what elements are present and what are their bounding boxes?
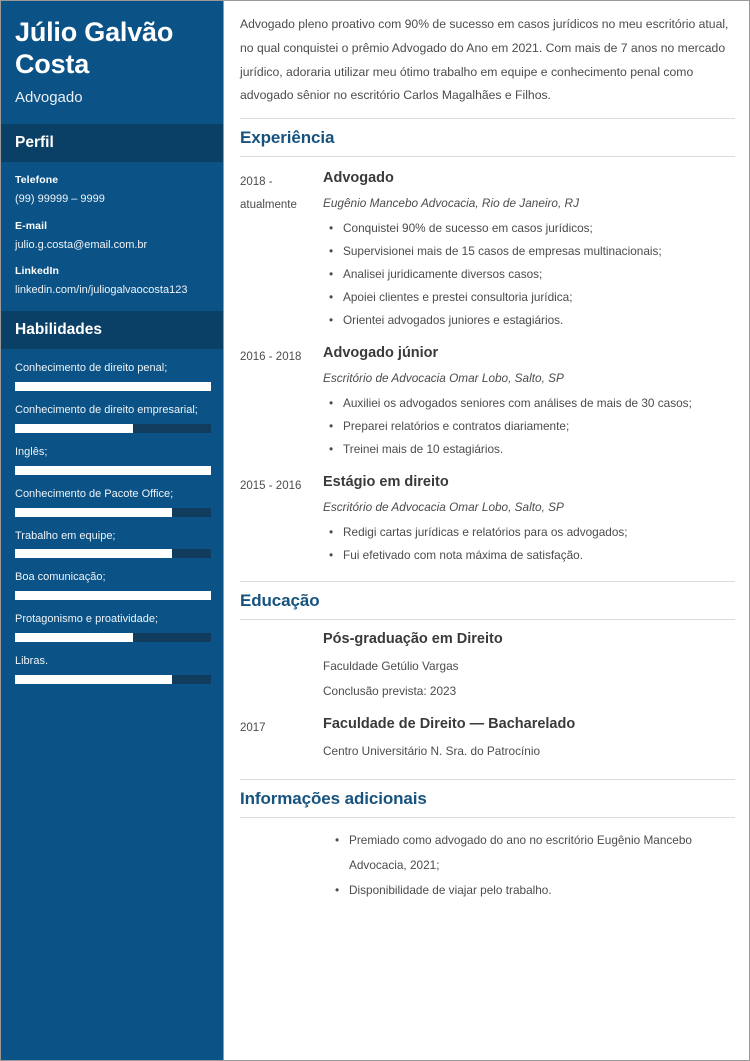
skill-item <box>15 611 209 642</box>
entry-title: Pós-graduação em Direito <box>323 631 503 648</box>
professional-summary: Advogado pleno proativo com 90% de sucesso em casos jurídicos no meu escritório atual, no qual conquistei o prêmio Advogado do Ano em 2021. Com mais de 7 anos no mercado jurídico, adoraria utilizar meu ótimo trabalho em equipe e conhecimento penal como advogado sênior no escritório Carlos Magalhães e Filhos. <box>240 17 729 103</box>
section-title: Informações adicionais <box>240 789 427 809</box>
experience-entry <box>240 461 735 567</box>
additional-info-list <box>240 818 735 902</box>
section-title: Educação <box>240 591 320 611</box>
contact-phone <box>15 174 209 207</box>
bullet-item: • Analisei juridicamente diversos casos; <box>329 263 735 286</box>
entry-bullets <box>323 392 735 461</box>
bullet-item: • Disponibilidade de viajar pelo trabalho. <box>335 878 735 903</box>
contact-phone-label: Telefone <box>15 173 59 186</box>
skill-label: Conhecimento de direito empresarial; <box>15 404 198 417</box>
bullet-item: • Treinei mais de 10 estagiários. <box>329 438 735 461</box>
skill-bar-track <box>15 549 211 558</box>
contact-phone-value[interactable]: (99) 99999 – 9999 <box>15 192 105 205</box>
entry-bullets <box>323 521 735 567</box>
skill-label: Boa comunicação; <box>15 571 106 584</box>
entry-organization: Eugênio Mancebo Advocacia, Rio de Janeiro, RJ <box>323 196 579 211</box>
entry-institution: Faculdade Getúlio Vargas <box>323 659 459 674</box>
skill-bar-fill <box>15 424 133 433</box>
contact-linkedin-label: LinkedIn <box>15 265 59 278</box>
skill-bar-fill <box>15 591 211 600</box>
skill-label: Conhecimento de direito penal; <box>15 362 168 375</box>
skill-bar-track <box>15 591 211 600</box>
skill-bar-track <box>15 466 211 475</box>
section-header-experience <box>240 118 735 157</box>
entry-body <box>323 630 735 705</box>
skill-label: Inglês; <box>15 445 48 458</box>
section-title: Experiência <box>240 128 335 148</box>
entry-bullets <box>329 828 735 902</box>
skill-label: Protagonismo e proatividade; <box>15 613 159 626</box>
education-entry <box>240 620 735 705</box>
entry-institution: Centro Universitário N. Sra. do Patrocínio <box>323 744 541 759</box>
experience-entry <box>240 157 735 332</box>
bullet-item: • Redigi cartas jurídicas e relatórios para os advogados; <box>329 521 735 544</box>
candidate-role: Advogado <box>15 88 83 106</box>
skills-list <box>1 349 223 684</box>
skill-bar-fill <box>15 633 133 642</box>
contact-list <box>1 162 223 299</box>
entry-body <box>323 715 735 765</box>
skill-label: Trabalho em equipe; <box>15 529 116 542</box>
skill-item <box>15 360 209 391</box>
bullet-item: • Premiado como advogado do ano no escritório Eugênio Mancebo Advocacia, 2021; <box>335 828 735 878</box>
entry-bullets <box>323 217 735 332</box>
skill-bar-track <box>15 382 211 391</box>
entry-dates: 2016 - 2018 <box>240 351 302 364</box>
skill-label: Conhecimento de Pacote Office; <box>15 487 174 500</box>
bullet-item: • Apoiei clientes e prestei consultoria jurídica; <box>329 286 735 309</box>
contact-linkedin <box>15 265 209 298</box>
skill-bar-track <box>15 508 211 517</box>
spacer <box>240 567 735 581</box>
skill-item <box>15 402 209 433</box>
skill-item <box>15 444 209 475</box>
bullet-item: • Supervisionei mais de 15 casos de empresas multinacionais; <box>329 240 735 263</box>
bullet-item: • Conquistei 90% de sucesso em casos jurídicos; <box>329 217 735 240</box>
entry-organization: Escritório de Advocacia Omar Lobo, Salto, SP <box>323 371 564 386</box>
sidebar-section-skills-heading: Habilidades <box>1 311 223 349</box>
entry-dates: 2015 - 2016 <box>240 480 302 493</box>
sidebar <box>1 1 224 1060</box>
candidate-name: Júlio Galvão Costa <box>15 17 174 79</box>
entry-title: Estágio em direito <box>323 474 449 491</box>
entry-body <box>323 473 735 567</box>
entry-completion: Conclusão prevista: 2023 <box>323 684 457 699</box>
bullet-item: • Orientei advogados juniores e estagiários. <box>329 309 735 332</box>
identity-block <box>1 1 223 124</box>
entry-dates: 2018 - atualmente <box>240 176 297 211</box>
contact-email-label: E-mail <box>15 219 48 232</box>
entry-organization: Escritório de Advocacia Omar Lobo, Salto, SP <box>323 500 564 515</box>
spacer <box>240 765 735 779</box>
experience-entry <box>240 332 735 461</box>
contact-email-value[interactable]: julio.g.costa@email.com.br <box>15 238 148 251</box>
section-header-additional <box>240 779 735 818</box>
entry-title: Advogado júnior <box>323 345 439 362</box>
skill-item <box>15 569 209 600</box>
skill-bar-fill <box>15 675 172 684</box>
contact-email <box>15 220 209 253</box>
bullet-item: • Fui efetivado com nota máxima de satisfação. <box>329 544 735 567</box>
entry-title: Faculdade de Direito — Bacharelado <box>323 716 576 733</box>
skill-bar-track <box>15 675 211 684</box>
entry-dates: 2017 <box>240 722 266 735</box>
contact-linkedin-value[interactable]: linkedin.com/in/juliogalvaocosta123 <box>15 284 188 297</box>
skill-bar-track <box>15 424 211 433</box>
skill-bar-fill <box>15 549 172 558</box>
entry-title: Advogado <box>323 170 394 187</box>
bullet-item: • Auxiliei os advogados seniores com análises de mais de 30 casos; <box>329 392 735 415</box>
skill-item <box>15 486 209 517</box>
sidebar-section-profile-heading: Perfil <box>1 124 223 162</box>
skill-item <box>15 528 209 559</box>
skill-bar-fill <box>15 466 211 475</box>
skill-item <box>15 653 209 684</box>
skill-bar-track <box>15 633 211 642</box>
entry-body <box>323 344 735 461</box>
skill-bar-fill <box>15 382 211 391</box>
main-content <box>224 1 749 1060</box>
section-header-education <box>240 581 735 620</box>
skill-label: Libras. <box>15 654 49 667</box>
entry-dates <box>240 630 323 632</box>
skill-bar-fill <box>15 508 172 517</box>
education-entry <box>240 705 735 765</box>
entry-body <box>323 169 735 332</box>
bullet-item: • Preparei relatórios e contratos diariamente; <box>329 415 735 438</box>
